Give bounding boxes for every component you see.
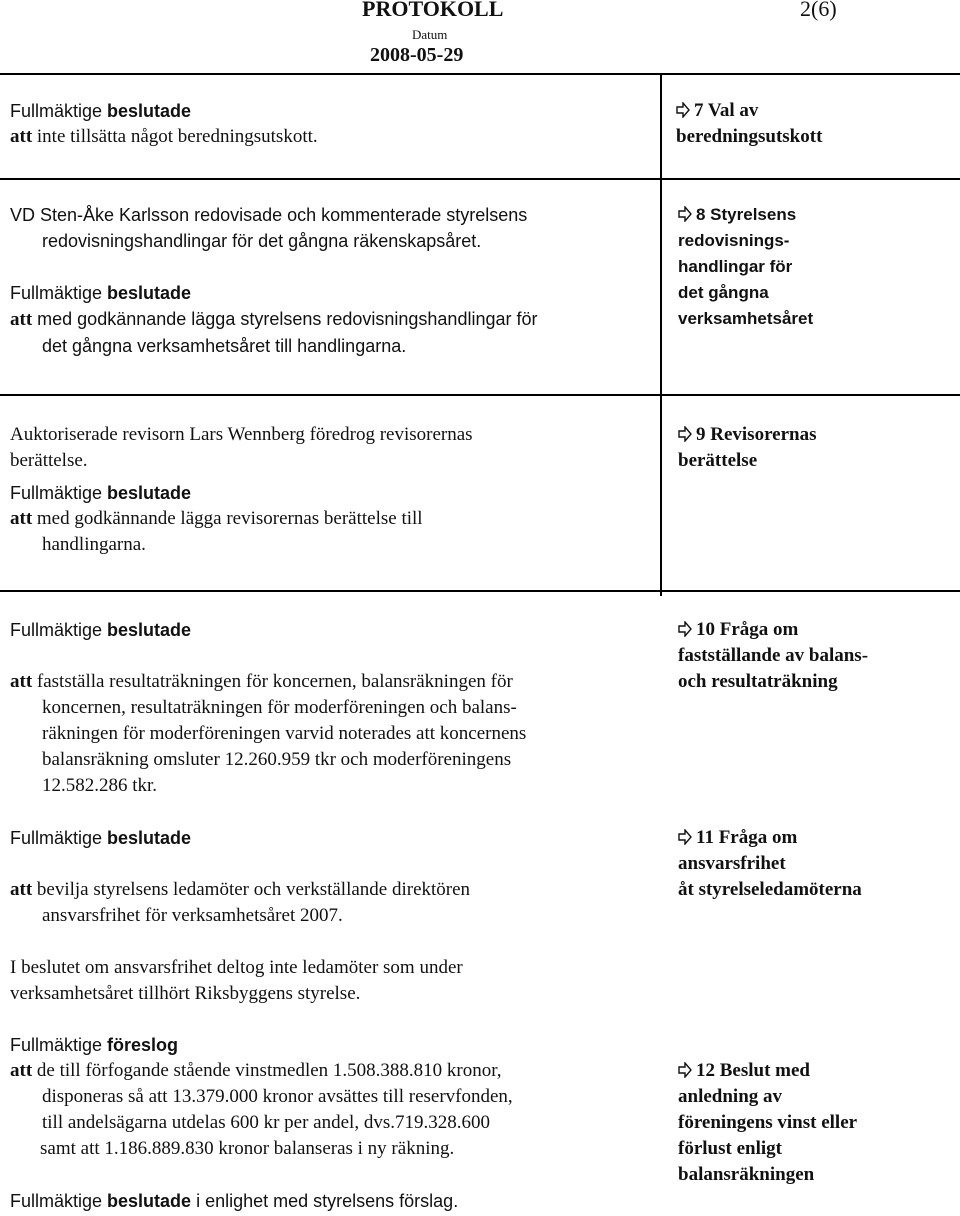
heading-line: förlust enligt (678, 1138, 782, 1159)
att-keyword: att (10, 508, 33, 529)
heading-line: föreningens vinst eller (678, 1112, 858, 1133)
heading-line: och resultaträkning (678, 671, 838, 692)
decide-word: beslutade (107, 828, 192, 848)
column-divider (660, 73, 662, 596)
arrow-right-outline-icon (678, 206, 692, 222)
heading-line: handlingar för (678, 257, 793, 276)
decision-text: med godkännande lägga revisorernas berättelse till (32, 508, 423, 529)
heading-line: beredningsutskott (676, 126, 823, 147)
final-rest: i enlighet med styrelsens förslag. (191, 1191, 459, 1211)
decide-lead: Fullmäktige (10, 283, 108, 303)
heading-line: redovisnings- (678, 231, 790, 250)
arrow-right-outline-icon (678, 829, 692, 845)
section-10-heading (678, 617, 868, 695)
att-keyword: att (10, 309, 33, 330)
heading-line: 8 Styrelsens (696, 205, 797, 224)
heading-line: åt styrelseledamöterna (678, 879, 862, 900)
decide-lead: Fullmäktige (10, 620, 108, 640)
decision-text: det gångna verksamhetsåret till handlingarna. (42, 336, 407, 356)
heading-line: 9 Revisorernas (696, 424, 817, 445)
decision-text: koncernen, resultaträkningen för moderföreningen och balans- (42, 697, 517, 718)
table-top-border (0, 73, 960, 75)
date-value: 2008-05-29 (370, 44, 464, 66)
heading-line: 12 Beslut med (696, 1060, 810, 1081)
decision-text: till andelsägarna utdelas 600 kr per andel, dvs.719.328.600 (42, 1112, 490, 1133)
propose-word: föreslog (107, 1035, 179, 1055)
propose-lead: Fullmäktige (10, 1035, 108, 1055)
heading-line: det gångna (678, 283, 769, 302)
note-line: verksamhetsåret tillhört Riksbyggens styrelse. (10, 983, 361, 1004)
section-10-body (10, 617, 650, 799)
decide-word: beslutade (107, 101, 192, 121)
decision-text: med godkännande lägga styrelsens redovisningshandlingar för (32, 309, 538, 329)
intro-line: redovisningshandlingar för det gångna räkenskapsåret. (42, 231, 482, 251)
row-divider (0, 394, 960, 396)
section-9-heading (678, 422, 817, 474)
final-lead: Fullmäktige (10, 1191, 108, 1211)
arrow-right-outline-icon (676, 102, 690, 118)
att-keyword: att (10, 1060, 33, 1081)
decision-text: de till förfogande stående vinstmedlen 1.508.388.810 kronor, (32, 1060, 502, 1081)
row-divider (0, 590, 960, 592)
decision-text: bevilja styrelsens ledamöter och verkställande direktören (32, 879, 471, 900)
final-word: beslutade (107, 1191, 192, 1211)
decision-text: balansräkning omsluter 12.260.959 tkr och moderföreningens (42, 749, 512, 770)
section-7-heading (676, 98, 822, 150)
decide-word: beslutade (107, 620, 192, 640)
heading-line: berättelse (678, 450, 758, 471)
section-11-body (10, 825, 650, 1007)
section-7-body (10, 98, 650, 150)
decision-text: handlingarna. (42, 534, 146, 555)
decision-text: fastställa resultaträkningen för koncernen, balansräkningen för (32, 671, 513, 692)
heading-line: verksamhetsåret (678, 309, 814, 328)
note-line: I beslutet om ansvarsfrihet deltog inte ledamöter som under (10, 957, 463, 978)
arrow-right-outline-icon (678, 1062, 692, 1078)
att-keyword: att (10, 671, 33, 692)
decide-word: beslutade (107, 283, 192, 303)
date-label: Datum (412, 27, 448, 42)
decision-text: samt att 1.186.889.830 kronor balanseras i ny räkning. (40, 1138, 455, 1159)
decide-lead: Fullmäktige (10, 101, 108, 121)
decision-text: inte tillsätta något beredningsutskott. (32, 126, 318, 147)
heading-line: 11 Fråga om (696, 827, 798, 848)
intro-line: VD Sten-Åke Karlsson redovisade och kommenterade styrelsens (10, 205, 528, 225)
decide-word: beslutade (107, 483, 192, 503)
heading-line: 10 Fråga om (696, 619, 799, 640)
heading-line: 7 Val av (694, 100, 759, 121)
page-title: PROTOKOLL (362, 0, 504, 21)
att-keyword: att (10, 126, 33, 147)
decision-text: ansvarsfrihet för verksamhetsåret 2007. (42, 905, 343, 926)
heading-line: anledning av (678, 1086, 783, 1107)
decision-text: räkningen för moderföreningen varvid noterades att koncernens (42, 723, 527, 744)
arrow-right-outline-icon (678, 426, 692, 442)
heading-line: ansvarsfrihet (678, 853, 786, 874)
section-8-body (10, 202, 650, 359)
heading-line: fastställande av balans- (678, 645, 869, 666)
arrow-right-outline-icon (678, 621, 692, 637)
section-12-body (10, 1032, 650, 1214)
decision-text: disponeras så att 13.379.000 kronor avsättes till reservfonden, (42, 1086, 513, 1107)
section-11-heading (678, 825, 862, 903)
heading-line: balansräkningen (678, 1164, 815, 1185)
intro-line: berättelse. (10, 450, 88, 471)
decide-lead: Fullmäktige (10, 483, 108, 503)
section-9-body (10, 422, 650, 558)
section-8-heading (678, 202, 813, 332)
page-number: 2(6) (800, 0, 837, 21)
att-keyword: att (10, 879, 33, 900)
section-12-heading (678, 1058, 857, 1188)
decision-text: 12.582.286 tkr. (42, 775, 158, 796)
decide-lead: Fullmäktige (10, 828, 108, 848)
row-divider (0, 178, 960, 180)
intro-line: Auktoriserade revisorn Lars Wennberg föredrog revisorernas (10, 424, 473, 445)
